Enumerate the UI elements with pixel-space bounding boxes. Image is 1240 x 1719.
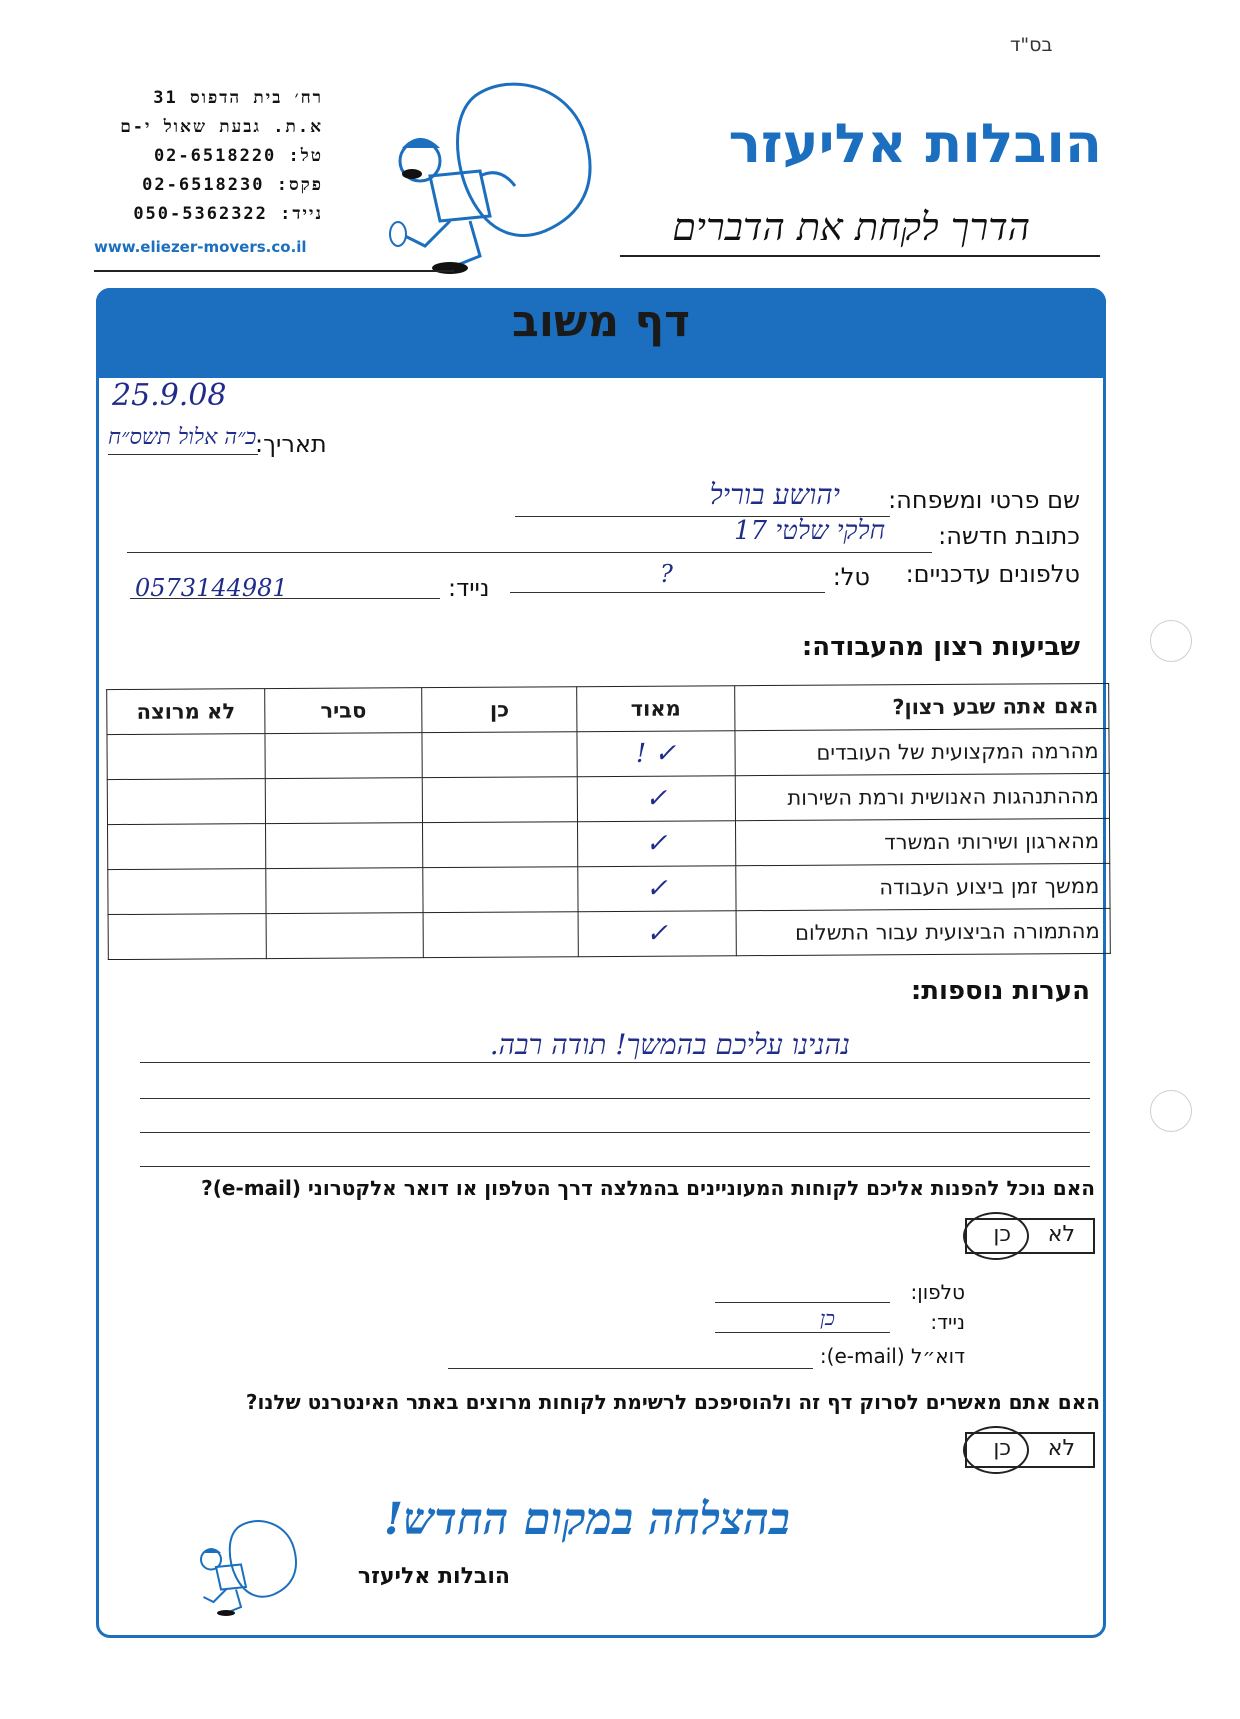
company-name: הובלות אליעזר xyxy=(728,112,1102,175)
notes-line xyxy=(140,1062,1090,1063)
row-label: מהרמה המקצועית של העובדים xyxy=(735,728,1110,775)
rating-cell[interactable] xyxy=(108,869,266,915)
address-underline xyxy=(127,552,932,553)
rating-cell[interactable] xyxy=(265,778,422,824)
referral-phone-label: טלפון: xyxy=(910,1280,965,1304)
mover-mascot-logo xyxy=(370,76,610,276)
mobile-number: נייד: 050-5362322 xyxy=(133,204,323,224)
phone-number: טל: 02-6518220 xyxy=(153,146,323,166)
date-value[interactable]: 25.9.08 xyxy=(112,378,227,413)
fax-number: פקס: 02-6518230 xyxy=(142,175,323,195)
mobile-label: נייד: xyxy=(448,574,490,602)
mobile-underline xyxy=(130,598,440,599)
notes-line xyxy=(140,1132,1090,1133)
column-yes: כן xyxy=(422,687,578,733)
referral-email-label: דוא״ל (e-mail): xyxy=(819,1344,965,1368)
row-label: מהתמורה הביצועית עבור התשלום xyxy=(736,908,1111,955)
column-reasonable: סביר xyxy=(265,688,422,734)
row-label: מהארגון ושירותי המשרד xyxy=(735,818,1110,865)
publish-selected-circle xyxy=(963,1426,1029,1474)
table-row xyxy=(107,728,1109,779)
rating-cell[interactable] xyxy=(266,868,423,914)
footer-mascot-logo xyxy=(186,1512,306,1622)
referral-mobile-value[interactable]: כן xyxy=(820,1306,835,1330)
referral-no-option[interactable]: לא xyxy=(1047,1222,1075,1247)
rating-cell[interactable] xyxy=(108,824,266,870)
website-link[interactable]: www.eliezer-movers.co.il xyxy=(94,238,307,256)
table-header-row xyxy=(107,683,1109,734)
name-label: שם פרטי ומשפחה: xyxy=(888,486,1080,514)
rating-cell[interactable] xyxy=(266,913,423,959)
satisfaction-title: שביעות רצון מהעבודה: xyxy=(801,632,1080,662)
rating-cell[interactable] xyxy=(107,734,265,780)
row-label: ממשך זמן ביצוע העבודה xyxy=(735,863,1110,910)
contact-block xyxy=(88,84,323,229)
table-row xyxy=(108,818,1110,869)
notes-line xyxy=(140,1166,1090,1167)
rating-cell[interactable]: ✓ xyxy=(578,821,736,867)
rating-cell[interactable] xyxy=(422,732,578,778)
column-very: מאוד xyxy=(577,686,735,732)
notes-line xyxy=(140,1098,1090,1099)
mobile-value[interactable]: 0573144981 xyxy=(135,574,288,602)
rating-cell[interactable] xyxy=(422,777,578,823)
tel-underline xyxy=(510,592,825,593)
publish-question: האם אתם מאשרים לסרוק דף זה ולהוסיפכם לרשימת לקוחות מרוצים באתר האינטרנט שלנו? xyxy=(245,1390,1100,1414)
company-slogan: הדרך לקחת את הדברים xyxy=(672,205,1030,249)
tel-value[interactable]: ? xyxy=(660,560,673,588)
referral-mobile-label: נייד: xyxy=(930,1310,965,1334)
publish-no-option[interactable]: לא xyxy=(1047,1436,1075,1461)
name-value[interactable]: יהושע בוריל xyxy=(709,478,840,511)
referral-email-line[interactable] xyxy=(448,1368,813,1369)
rating-cell[interactable]: ✓ xyxy=(578,911,736,957)
rating-cell[interactable]: ✓ ! xyxy=(577,731,735,777)
hebrew-date-value[interactable]: כ״ה אלול תשס״ח xyxy=(108,425,257,450)
slogan-underline xyxy=(620,255,1100,257)
referral-question: האם נוכל להפנות אליכם לקוחות המעוניינים בהמלצה דרך הטלפון או דואר אלקטרוני (e-mail)? xyxy=(201,1176,1095,1200)
referral-mobile-line xyxy=(715,1332,890,1333)
punch-hole xyxy=(1150,620,1192,662)
table-row xyxy=(108,908,1110,959)
publish-yes-option[interactable]: כן xyxy=(993,1436,1011,1461)
phones-label: טלפונים עדכניים: xyxy=(905,560,1080,588)
referral-selected-circle xyxy=(963,1212,1029,1260)
footer-slogan: בהצלחה במקום החדש! xyxy=(383,1494,790,1545)
referral-yes-option[interactable]: כן xyxy=(993,1222,1011,1247)
satisfaction-table xyxy=(106,683,1111,960)
notes-value[interactable]: נהנינו עליכם בהמשך! תודה רבה. xyxy=(489,1028,850,1061)
row-label: מההתנהגות האנושית ורמת השירות xyxy=(735,773,1110,820)
referral-phone-line[interactable] xyxy=(715,1302,890,1303)
address-line-1: רח׳ בית הדפוס 31 xyxy=(153,88,323,108)
bsd-mark: בס"ד xyxy=(1010,34,1053,56)
address-label: כתובת חדשה: xyxy=(938,522,1080,550)
rating-cell[interactable] xyxy=(265,733,422,779)
rating-cell[interactable] xyxy=(423,822,579,868)
address-line-2: א.ת. גבעת שאול י-ם xyxy=(120,117,323,137)
header-divider xyxy=(94,270,454,272)
rating-cell[interactable]: ✓ xyxy=(578,866,736,912)
punch-hole xyxy=(1150,1090,1192,1132)
table-row xyxy=(107,773,1109,824)
rating-cell[interactable] xyxy=(266,823,423,869)
tel-label: טל: xyxy=(832,563,870,591)
notes-title: הערות נוספות: xyxy=(910,976,1090,1006)
date-underline xyxy=(108,454,258,455)
table-row xyxy=(108,863,1110,914)
footer-brand: הובלות אליעזר xyxy=(357,1564,510,1589)
rating-cell[interactable]: ✓ xyxy=(578,776,736,822)
form-title: דף משוב xyxy=(511,296,691,347)
column-not-satisfied: לא מרוצה xyxy=(107,689,265,735)
rating-cell[interactable] xyxy=(107,779,265,825)
rating-cell[interactable] xyxy=(423,867,579,913)
question-header: האם אתה שבע רצון? xyxy=(734,683,1109,730)
rating-cell[interactable] xyxy=(108,914,266,960)
rating-cell[interactable] xyxy=(423,912,579,958)
date-label: תאריך: xyxy=(255,430,327,458)
address-value[interactable]: חלקי שלטי 17 xyxy=(734,516,885,546)
